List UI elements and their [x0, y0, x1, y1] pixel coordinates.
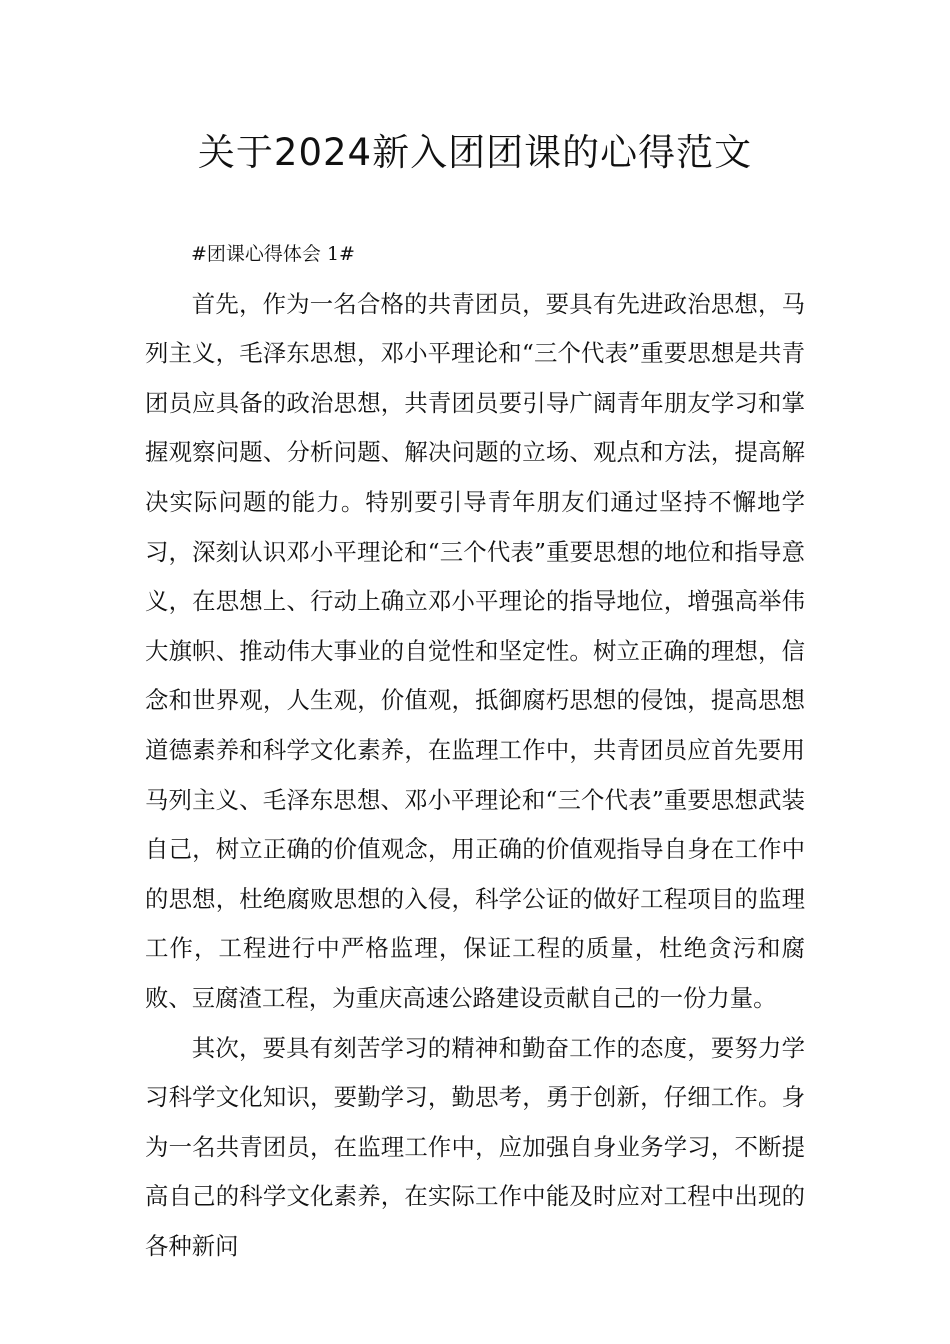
document-body [145, 230, 805, 1271]
section-heading: #团课心得体会 1# [191, 243, 355, 265]
paragraph-1: 首先，作为一名合格的共青团员，要具有先进政治思想，马列主义，毛泽东思想，邓小平理论和“三个代表”重要思想是共青团员应具备的政治思想，共青团员要引导广阔青年朋友学习和掌握观察问题、分析问题、解决问题的立场、观点和方法，提高解决实际问题的能力。特别要引导青年朋友们通过坚持不懈地学习，深刻认识邓小平理论和“三个代表”重要思想的地位和指导意义，在思想上、行动上确立邓小平理论的指导地位，增强高举伟大旗帜、推动伟大事业的自觉性和坚定性。树立正确的理想，信念和世界观，人生观，价值观，抵御腐朽思想的侵蚀，提高思想道德素养和科学文化素养，在监理工作中，共青团员应首先要用马列主义、毛泽东思想、邓小平理论和“三个代表”重要思想武装自己，树立正确的价值观念，用正确的价值观指导自身在工作中的思想，杜绝腐败思想的入侵，科学公证的做好工程项目的监理工作，工程进行中严格监理，保证工程的质量，杜绝贪污和腐败、豆腐渣工程，为重庆高速公路建设贡献自己的一份力量。 [145, 289, 805, 1012]
document-title: 关于2024新入团团课的心得范文 [197, 131, 753, 174]
paragraph-2: 其次，要具有刻苦学习的精神和勤奋工作的态度，要努力学习科学文化知识，要勤学习，勤思考，勇于创新，仔细工作。身为一名共青团员，在监理工作中，应加强自身业务学习，不断提高自己的科学文化素养，在实际工作中能及时应对工程中出现的各种新问 [145, 1033, 805, 1260]
